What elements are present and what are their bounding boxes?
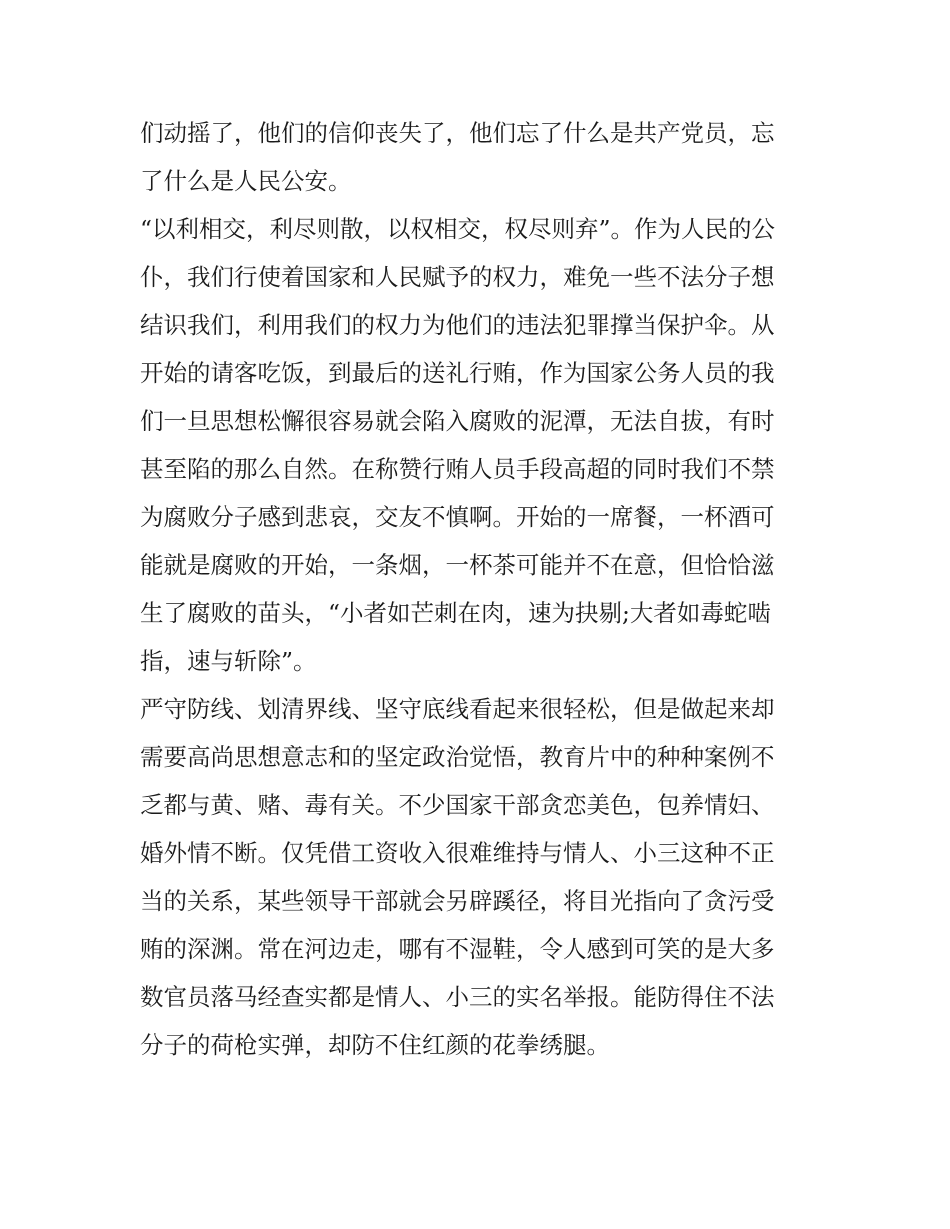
text-line: 生了腐败的苗头，“小者如芒刺在肉，速为抉剔;大者如毒蛇啮 [140,599,771,627]
text-line: 们动摇了，他们的信仰丧失了，他们忘了什么是共产党员，忘 [140,119,775,147]
text-line: 婚外情不断。仅凭借工资收入很难维持与情人、小三这种不正 [140,839,775,867]
body-text [140,109,820,1069]
text-line: 开始的请客吃饭，到最后的送礼行贿，作为国家公务人员的我 [140,359,775,387]
text-line: 甚至陷的那么自然。在称赞行贿人员手段高超的同时我们不禁 [140,455,775,483]
text-line: 数官员落马经查实都是情人、小三的实名举报。能防得住不法 [140,983,775,1011]
text-line: 乏都与黄、赌、毒有关。不少国家干部贪恋美色，包养情妇、 [140,791,775,819]
text-line: 分子的荷枪实弹，却防不住红颜的花拳绣腿。 [140,1031,610,1059]
text-line: 当的关系，某些领导干部就会另辟蹊径，将目光指向了贪污受 [140,887,775,915]
text-line: 严守防线、划清界线、坚守底线看起来很轻松，但是做起来却 [140,695,775,723]
text-line: 贿的深渊。常在河边走，哪有不湿鞋，令人感到可笑的是大多 [140,935,775,963]
text-line: 们一旦思想松懈很容易就会陷入腐败的泥潭，无法自拔，有时 [140,407,775,435]
text-line: “以利相交，利尽则散，以权相交，权尽则弃”。作为人民的公 [140,215,776,243]
text-line: 需要高尚思想意志和的坚定政治觉悟，教育片中的种种案例不 [140,743,775,771]
text-line: 为腐败分子感到悲哀，交友不慎啊。开始的一席餐，一杯酒可 [140,503,775,531]
text-line: 指，速与斩除”。 [140,647,317,675]
text-line: 了什么是人民公安。 [140,167,352,195]
text-line: 能就是腐败的开始，一条烟，一杯茶可能并不在意，但恰恰滋 [140,551,775,579]
text-line: 仆，我们行使着国家和人民赋予的权力，难免一些不法分子想 [140,263,775,291]
text-line: 结识我们，利用我们的权力为他们的违法犯罪撑当保护伞。从 [140,311,775,339]
